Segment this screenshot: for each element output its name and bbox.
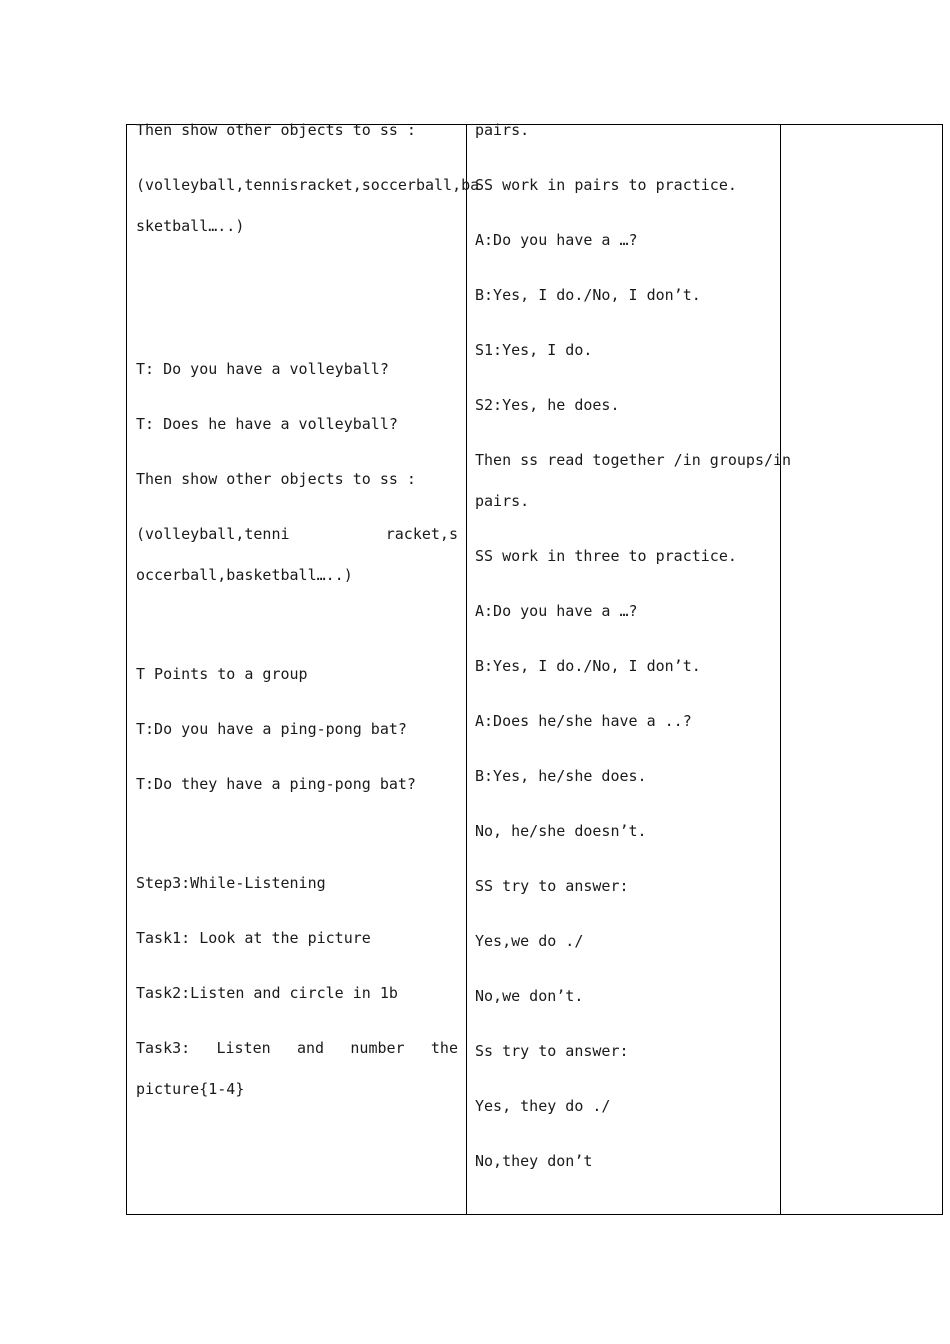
teacher-line: T:Do you have a ping-pong bat? — [136, 720, 407, 738]
teacher-line: occerball,basketball…..) — [136, 566, 353, 584]
student-line: B:Yes, he/she does. — [475, 767, 647, 785]
student-line: A:Do you have a …? — [475, 231, 638, 249]
student-line: pairs. — [475, 492, 530, 510]
student-line: No,they don’t — [475, 1152, 593, 1170]
table-row — [127, 125, 943, 1215]
student-line: A:Do you have a …? — [475, 602, 638, 620]
student-line: Then ss read together /in groups/in — [475, 451, 792, 469]
lesson-plan-table — [126, 121, 943, 1215]
student-line: No, he/she doesn’t. — [475, 822, 647, 840]
teacher-line: picture{1-4} — [136, 1080, 245, 1098]
notes-empty-area — [781, 125, 942, 1214]
notes-cell — [781, 125, 943, 1215]
student-line: SS try to answer: — [475, 877, 629, 895]
student-line: Yes, they do ./ — [475, 1097, 611, 1115]
teacher-line: Then show other objects to ss : — [136, 121, 416, 139]
teacher-line: sketball…..) — [136, 217, 245, 235]
teacher-word: Task3: — [136, 1039, 191, 1057]
teacher-line: (volleyball,tennisracket,soccerball,ba — [136, 176, 480, 194]
student-line: Yes,we do ./ — [475, 932, 584, 950]
student-line: S2:Yes, he does. — [475, 396, 620, 414]
teacher-word: (volleyball,tenni — [136, 525, 290, 543]
student-line: S1:Yes, I do. — [475, 341, 593, 359]
student-line: No,we don’t. — [475, 987, 584, 1005]
teacher-line: T: Does he have a volleyball? — [136, 415, 398, 433]
teacher-word: and — [297, 1039, 325, 1057]
student-line: B:Yes, I do./No, I don’t. — [475, 286, 701, 304]
student-line: pairs. — [475, 121, 530, 139]
student-line: SS work in three to practice. — [475, 547, 737, 565]
teacher-word: Listen — [216, 1039, 271, 1057]
teacher-justified-line — [136, 1039, 458, 1057]
teacher-word: number — [350, 1039, 405, 1057]
teacher-line: Then show other objects to ss : — [136, 470, 416, 488]
teacher-line: Task1: Look at the picture — [136, 929, 371, 947]
teacher-word: racket,s — [385, 525, 458, 543]
student-line: SS work in pairs to practice. — [475, 176, 737, 194]
teacher-line: T Points to a group — [136, 665, 308, 683]
teacher-justified-line — [136, 525, 458, 543]
teacher-word: the — [430, 1039, 458, 1057]
student-line: B:Yes, I do./No, I don’t. — [475, 657, 701, 675]
student-line: A:Does he/she have a ..? — [475, 712, 692, 730]
teacher-step-heading: Step3:While-Listening — [136, 874, 326, 892]
teacher-line: T:Do they have a ping-pong bat? — [136, 775, 416, 793]
teacher-line: T: Do you have a volleyball? — [136, 360, 389, 378]
teacher-line: Task2:Listen and circle in 1b — [136, 984, 398, 1002]
student-line: Ss try to answer: — [475, 1042, 629, 1060]
student-activity-cell — [467, 121, 792, 1215]
teacher-activity-cell — [127, 121, 480, 1215]
